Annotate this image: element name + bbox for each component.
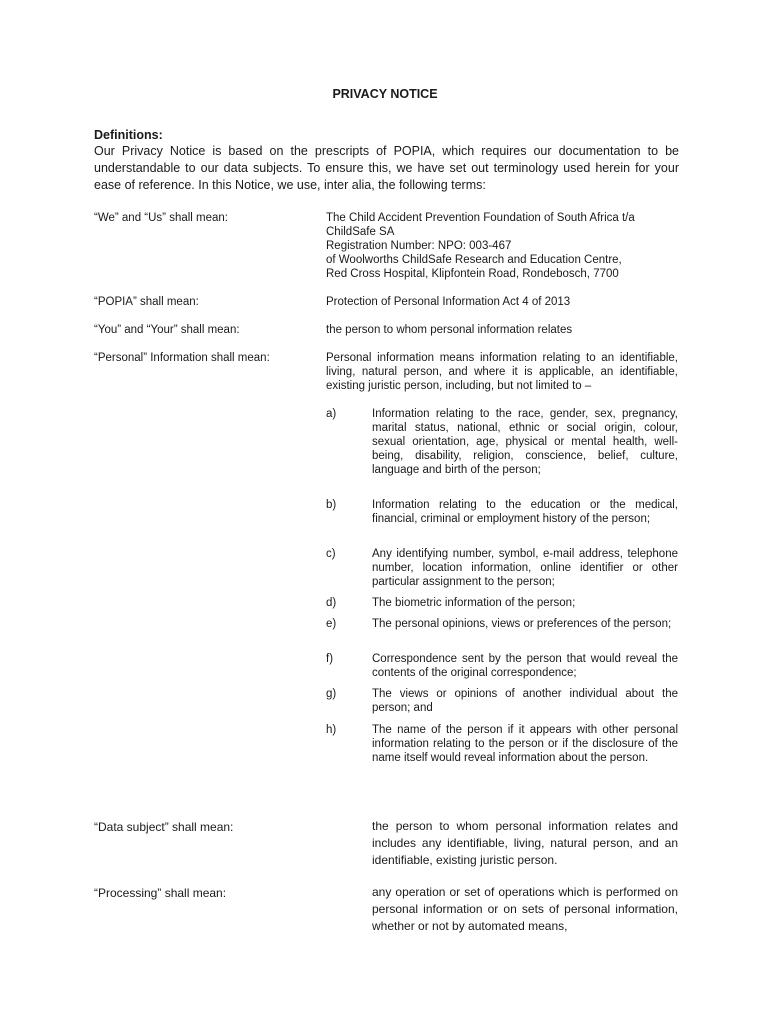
definition-personal-information: Personal information means information relating to an identifiable, living, natural person, and where it is applicable, an identifiable, existing juristic person, including, but not limited to – [326,352,678,392]
definition-we-line: Red Cross Hospital, Klipfontein Road, Rondebosch, 7700 [326,268,619,280]
definition-we [326,211,678,281]
definitions-heading: Definitions: [94,128,163,142]
list-item-text: Information relating to the race, gender, sex, pregnancy, marital status, national, ethnic or social origin, colour, sexual orientation, age, physical or mental health, well-being, disability, religion, conscience, belief, culture, language and birth of the person; [372,408,678,476]
list-item-label: d) [326,597,337,609]
list-item-text: The name of the person if it appears with other personal information relating to the person or if the disclosure of the name itself would reveal information about the person. [372,724,678,764]
definition-popia: Protection of Personal Information Act 4 of 2013 [326,296,571,308]
list-item-label: f) [326,653,334,665]
list-item-label: a) [326,408,337,420]
definition-we-line: ChildSafe SA [326,226,395,238]
definition-we-line: of Woolworths ChildSafe Research and Education Centre, [326,254,622,266]
list-item-text: Correspondence sent by the person that would reveal the contents of the original correspondence; [372,653,678,679]
definition-we-line: The Child Accident Prevention Foundation of South Africa t/a [326,212,635,224]
intro-paragraph: Our Privacy Notice is based on the prescripts of POPIA, which requires our documentation to be understandable to our data subjects. To ensure this, we have set out terminology used herein for your ease of reference. In this Notice, we use, inter alia, the following terms: [94,144,679,192]
list-item-label: b) [326,499,337,511]
term-popia: “POPIA” shall mean: [94,296,199,308]
list-item-label: c) [326,548,336,560]
list-item-label: e) [326,618,337,630]
list-item-text: Any identifying number, symbol, e-mail address, telephone number, location information, online identifier or other particular assignment to the person; [372,548,678,588]
definition-you: the person to whom personal information relates [326,324,573,336]
list-item-text: The personal opinions, views or preferences of the person; [372,618,672,630]
term-you: “You” and “Your” shall mean: [94,324,240,336]
list-item-text: Information relating to the education or the medical, financial, criminal or employment history of the person; [372,499,678,525]
page-title: PRIVACY NOTICE [332,87,438,101]
term-personal-information: “Personal” Information shall mean: [94,352,270,364]
term-processing: “Processing” shall mean: [94,886,227,900]
term-we: “We” and “Us” shall mean: [94,212,228,224]
list-item-text: The views or opinions of another individual about the person; and [372,688,678,714]
definition-processing: any operation or set of operations which is performed on personal information or on sets of personal information, whether or not by automated means, [372,885,678,933]
list-item-label: h) [326,724,337,736]
definition-we-line: Registration Number: NPO: 003-467 [326,240,512,252]
list-item-label: g) [326,688,337,700]
list-item-text: The biometric information of the person; [372,597,576,609]
definition-data-subject: the person to whom personal information relates and includes any identifiable, living, natural person, and an identifiable, existing juristic person. [372,819,678,867]
term-data-subject: “Data subject” shall mean: [94,820,234,834]
